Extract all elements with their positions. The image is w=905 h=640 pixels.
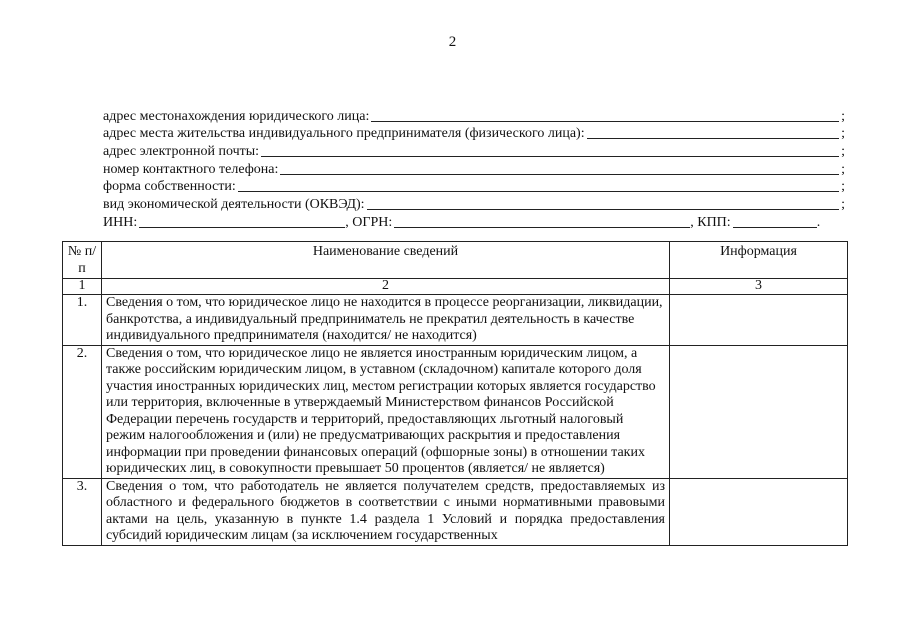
field-ids-row	[103, 213, 845, 231]
field-label: адрес места жительства индивидуального предпринимателя (физического лица):	[103, 126, 585, 142]
field-blank-line[interactable]	[238, 190, 839, 192]
field-label: адрес местонахождения юридического лица:	[103, 108, 370, 124]
column-number: 1	[63, 279, 102, 295]
page-number: 2	[448, 34, 457, 50]
field-terminator: ;	[841, 197, 845, 213]
field-terminator: ;	[841, 126, 845, 142]
column-number: 2	[102, 279, 670, 295]
field-label: вид экономической деятельности (ОКВЭД):	[103, 197, 365, 213]
field-email[interactable]	[103, 142, 845, 160]
field-terminator: ;	[841, 144, 845, 160]
inn-label: ИНН:	[103, 214, 138, 230]
field-blank-line[interactable]	[371, 120, 839, 122]
field-okved[interactable]	[103, 195, 845, 213]
row-description: Сведения о том, что юридическое лицо не находится в процессе реорганизации, ликвидации, банкротства, а индивидуальный предприниматель не прекратил деятельность в качестве индивидуального предпринимателя (находится/ не находится)	[102, 295, 670, 346]
kpp-blank-line[interactable]	[733, 226, 817, 228]
field-label: номер контактного телефона:	[103, 161, 279, 177]
field-blank-line[interactable]	[280, 173, 839, 175]
row-description: Сведения о том, что работодатель не является получателем средств, предоставляемых из областного и федерального бюджетов в соответствии с иными нормативными правовыми актами на цель, указанную в пункте 1.4 раздела 1 Условий и порядка предоставления субсидий юридическим лицам (за исключением государственных	[102, 478, 670, 545]
header-name: Наименование сведений	[102, 242, 670, 279]
field-blank-line[interactable]	[587, 137, 840, 139]
header-number: № п/п	[63, 242, 102, 279]
field-terminator: ;	[841, 179, 845, 195]
field-phone[interactable]	[103, 160, 845, 178]
field-blank-line[interactable]	[367, 208, 840, 210]
field-ownership-form[interactable]	[103, 178, 845, 196]
header-information: Информация	[670, 242, 848, 279]
table-row	[63, 295, 848, 346]
table-row	[63, 478, 848, 545]
ogrn-label: , ОГРН:	[345, 214, 393, 230]
applicant-fields	[103, 107, 845, 231]
row-number: 2.	[63, 345, 102, 478]
column-number: 3	[670, 279, 848, 295]
field-terminator: ;	[841, 108, 845, 124]
information-table	[62, 241, 848, 546]
row-description: Сведения о том, что юридическое лицо не является иностранным юридическим лицом, а также российским юридическим лицом, в уставном (складочном) капитале которого доля участия иностранных юридических лиц, местом регистрации которых является государство или территория, включенные в утверждаемый Министерством финансов Российской Федерации перечень государств и территорий, предоставляющих льготный налоговый режим налогообложения и (или) не предусматривающих раскрытия и предоставления информации при проведении финансовых операций (офшорные зоны) в отношении таких юридических лиц, в совокупности превышает 50 процентов (является/ не является)	[102, 345, 670, 478]
table-header-row	[63, 242, 848, 279]
field-residence-address[interactable]	[103, 125, 845, 143]
row-information-cell[interactable]	[670, 345, 848, 478]
ogrn-blank-line[interactable]	[394, 226, 690, 228]
kpp-label: , КПП:	[690, 214, 731, 230]
row-information-cell[interactable]	[670, 478, 848, 545]
row-information-cell[interactable]	[670, 295, 848, 346]
row-number: 3.	[63, 478, 102, 545]
column-number-row	[63, 279, 848, 295]
inn-blank-line[interactable]	[139, 226, 345, 228]
field-label: форма собственности:	[103, 179, 236, 195]
table-row	[63, 345, 848, 478]
field-label: адрес электронной почты:	[103, 144, 260, 160]
field-terminator: ;	[841, 161, 845, 177]
field-blank-line[interactable]	[261, 155, 839, 157]
ids-terminator: .	[816, 214, 821, 230]
row-number: 1.	[63, 295, 102, 346]
field-legal-address[interactable]	[103, 107, 845, 125]
